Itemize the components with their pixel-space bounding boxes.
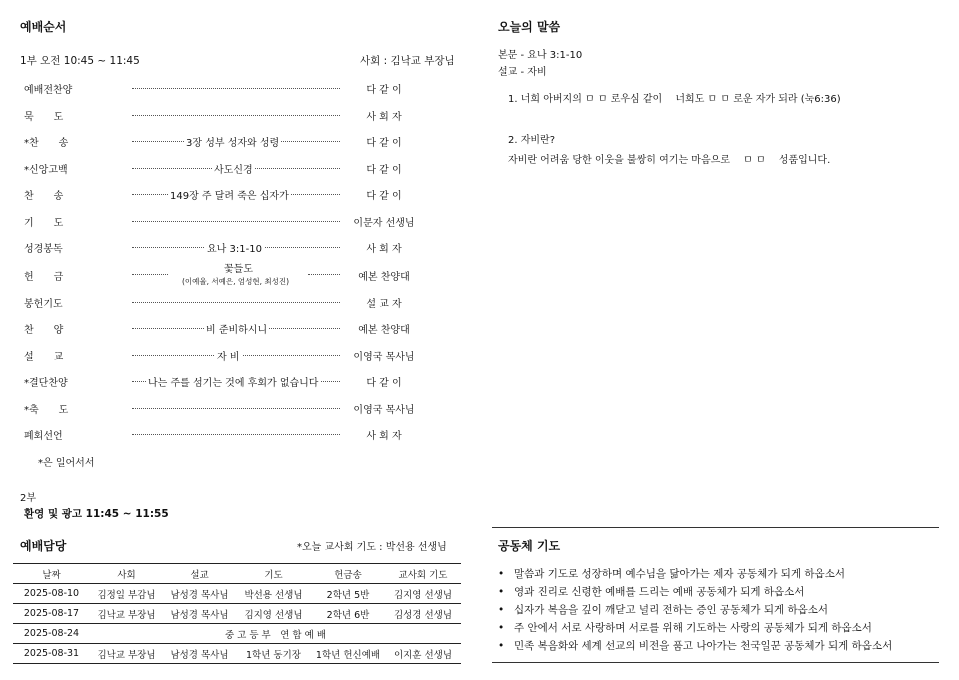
col-prayer: 기도 — [236, 564, 311, 584]
order-row — [0, 295, 420, 313]
col-host: 사회 — [90, 564, 163, 584]
creed-title: 사도신경 — [212, 161, 255, 176]
order-leader: 예본 찬양대 — [358, 325, 410, 336]
order-leader: 설 교 자 — [366, 299, 402, 310]
cell-date: 2025-08-31 — [13, 644, 90, 664]
cell-teacher-prayer: 김지영 선생님 — [385, 584, 461, 604]
cell-host: 김낙교 부장님 — [90, 644, 163, 664]
order-leader: 사 회 자 — [366, 431, 402, 442]
leader-dots — [132, 408, 340, 409]
divider-bottom — [492, 662, 939, 663]
order-leader: 다 같 이 — [366, 191, 402, 202]
leader-dots — [132, 302, 340, 303]
order-label: *결단찬양 — [24, 378, 68, 389]
prayer-list — [498, 566, 892, 656]
order-row — [0, 214, 420, 232]
cell-host: 김정일 부감님 — [90, 584, 163, 604]
order-row — [0, 401, 420, 419]
table-row-special — [13, 624, 461, 644]
cell-date: 2025-08-24 — [13, 624, 90, 644]
sermon-title: 자 비 — [215, 348, 242, 363]
order-leader: 다 같 이 — [366, 165, 402, 176]
cell-offering-song: 2학년 6반 — [311, 604, 385, 624]
scripture-line: 본문 - 요나 3:1-10 — [498, 50, 583, 61]
order-leader: 다 같 이 — [366, 138, 402, 149]
cell-sermon: 남성경 목사님 — [163, 604, 236, 624]
scripture-ref: 요나 3:1-10 — [205, 240, 264, 255]
order-row — [0, 240, 420, 258]
order-leader: 이영국 목사님 — [353, 352, 415, 363]
cell-date: 2025-08-10 — [13, 584, 90, 604]
order-label: 기 도 — [24, 218, 64, 229]
cell-prayer: 김지영 선생님 — [236, 604, 311, 624]
cell-teacher-prayer: 김성경 선생님 — [385, 604, 461, 624]
question-2-answer: 자비란 어려움 당한 이웃을 불쌍히 여기는 마음으로 ㅁ ㅁ 성품입니다. — [508, 155, 831, 166]
standing-note: *은 일어서서 — [38, 458, 95, 469]
duty-title: 예배담당 — [20, 539, 67, 553]
order-label: 찬 양 — [24, 325, 64, 336]
hymn-title: 149장 주 달려 죽은 십자가 — [168, 187, 291, 202]
order-row — [0, 108, 420, 126]
col-offering-song: 헌금송 — [311, 564, 385, 584]
duty-header-row — [13, 564, 461, 584]
order-label: 폐회선언 — [24, 431, 63, 442]
hymn-title: 3장 성부 성자와 성령 — [184, 134, 281, 149]
order-row — [0, 374, 420, 392]
order-label: 성경봉독 — [24, 244, 63, 255]
cell-sermon: 남성경 목사님 — [163, 644, 236, 664]
sermon-line: 설교 - 자비 — [498, 67, 547, 78]
cell-prayer: 1학년 동기장 — [236, 644, 311, 664]
order-row — [0, 260, 420, 290]
order-leader: 다 같 이 — [366, 378, 402, 389]
order-row — [0, 427, 420, 445]
teacher-prayer-info: *오늘 교사회 기도 : 박선용 선생님 — [297, 542, 447, 553]
word-title: 오늘의 말씀 — [498, 20, 561, 34]
list-item: • 주 안에서 서로 사랑하며 서로를 위해 기도하는 사랑의 공동체가 되게 하옵소서 — [498, 620, 892, 638]
order-row — [0, 187, 420, 205]
order-title: 예배순서 — [20, 20, 67, 34]
leader-dots — [132, 434, 340, 435]
cell-host: 김낙교 부장님 — [90, 604, 163, 624]
divider-top — [492, 527, 939, 528]
table-row — [13, 584, 461, 604]
cell-sermon: 남성경 목사님 — [163, 584, 236, 604]
leader-dots — [132, 88, 340, 89]
offering-performers: (이예율, 서예은, 엄성현, 최성진) — [182, 277, 290, 286]
session1-time: 1부 오전 10:45 ~ 11:45 — [20, 55, 140, 67]
order-row — [0, 81, 420, 99]
leader-dots — [132, 115, 340, 116]
cell-joint-service: 중 고 등 부 연 합 예 배 — [90, 624, 461, 644]
leader-dots — [132, 274, 168, 275]
leader-dots — [132, 221, 340, 222]
order-leader: 이영국 목사님 — [353, 405, 415, 416]
cell-offering-song: 2학년 5반 — [311, 584, 385, 604]
order-label: *찬 송 — [24, 138, 69, 149]
cell-date: 2025-08-17 — [13, 604, 90, 624]
order-row — [0, 321, 420, 339]
order-row — [0, 348, 420, 366]
order-label: 예배전찬양 — [24, 85, 73, 96]
order-label: *축 도 — [24, 405, 69, 416]
order-label: 헌 금 — [24, 272, 64, 283]
list-item: • 영과 진리로 신령한 예배를 드리는 예배 공동체가 되게 하옵소서 — [498, 584, 892, 602]
host-info: 사회 : 김낙교 부장님 — [360, 55, 455, 67]
anthem-title: 비 준비하시니 — [204, 321, 269, 336]
session2-detail: 환영 및 광고 11:45 ~ 11:55 — [24, 508, 169, 520]
offering-song: 꽃들도 — [222, 260, 255, 275]
order-leader: 예본 찬양대 — [358, 272, 410, 283]
cell-teacher-prayer: 이지훈 선생님 — [385, 644, 461, 664]
order-label: 봉헌기도 — [24, 299, 63, 310]
cell-offering-song: 1학년 헌신예배 — [311, 644, 385, 664]
col-teacher-prayer: 교사회 기도 — [385, 564, 461, 584]
question-2: 2. 자비란? — [508, 135, 556, 146]
col-date: 날짜 — [13, 564, 90, 584]
order-label: 설 교 — [24, 352, 64, 363]
order-row — [0, 134, 420, 152]
list-item: • 말씀과 기도로 성장하며 예수님을 닮아가는 제자 공동체가 되게 하옵소서 — [498, 566, 892, 584]
order-label: 찬 송 — [24, 191, 64, 202]
order-row — [0, 161, 420, 179]
order-label: 묵 도 — [24, 112, 64, 123]
table-row — [13, 604, 461, 624]
order-label: *신앙고백 — [24, 165, 68, 176]
order-leader: 사 회 자 — [366, 244, 402, 255]
prayer-title: 공동체 기도 — [498, 539, 561, 553]
table-row — [13, 644, 461, 664]
list-item: • 민족 복음화와 세계 선교의 비전을 품고 나아가는 천국일꾼 공동체가 되게 하옵소서 — [498, 638, 892, 656]
session2-label: 2부 — [20, 493, 37, 504]
duty-table — [13, 563, 461, 664]
question-1: 1. 너희 아버지의 ㅁ ㅁ 로우심 같이 너희도 ㅁ ㅁ 로운 자가 되라 (눅6:36) — [508, 94, 841, 105]
col-sermon: 설교 — [163, 564, 236, 584]
cell-prayer: 박선용 선생님 — [236, 584, 311, 604]
order-leader: 이문자 선생님 — [353, 218, 415, 229]
list-item: • 십자가 복음을 깊이 깨닫고 널리 전하는 증인 공동체가 되게 하옵소서 — [498, 602, 892, 620]
response-song: 나는 주를 섬기는 것에 후회가 없습니다 — [146, 374, 320, 389]
leader-dots — [308, 274, 340, 275]
order-leader: 사 회 자 — [366, 112, 402, 123]
order-leader: 다 같 이 — [366, 85, 402, 96]
